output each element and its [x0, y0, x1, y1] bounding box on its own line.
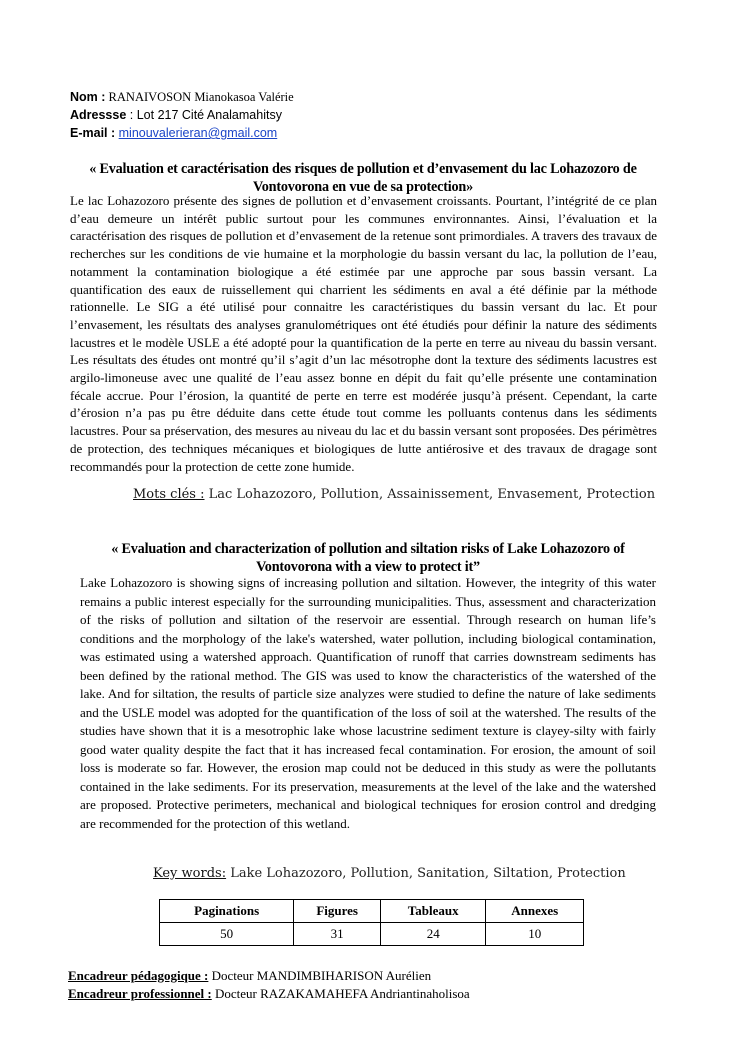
- stats-header-paginations: Paginations: [160, 900, 294, 923]
- address-label: Adressse: [70, 108, 127, 122]
- stats-header-figures: Figures: [294, 900, 381, 923]
- french-title-line-2: Vontovorona en vue de sa protection»: [253, 179, 473, 195]
- english-abstract: Lake Lohazozoro is showing signs of increasing pollution and siltation. However, the integrity of this water remains a public interest especially for the surrounding municipalities. Thus, assessment and characterization of the risks of pollution and siltation of the reservoir are essential. Through research on human life’s conditions and the morphology of the lake's watershed, water pollution, including biological contamination, was estimated using a watershed approach. Quantification of runoff that carries downstream sediments has been defined by the rational method. The GIS was used to know the characteristics of the watershed of the lake. And for siltation, the results of particle size analyzes were studied to define the nature of lake sediments and the USLE model was adopted for the quantification of the loss of soil at the watershed. The results of the studies have shown that it is a mesotrophic lake whose lacustrine sediment texture is clayey-silty with fairly good water quality despite the fact that it has increased fecal contamination. For erosion, the amount of soil loss is moderate so far. However, the erosion map could not be deduced in this study as were the pollutants contained in the lake sediments. For its preservation, measurements at the level of the lake and the watershed are proposed. Protective perimeters, mechanical and biological techniques for erosion control and dredging are recommended for the protection of this wetland.: [80, 575, 656, 831]
- professional-supervisor-label: Encadreur professionnel :: [68, 986, 212, 1001]
- author-address-line: [70, 106, 282, 124]
- pedagogical-supervisor-label: Encadreur pédagogique :: [68, 968, 209, 983]
- stats-header-annexes: Annexes: [486, 900, 584, 923]
- stats-header-row: [160, 900, 584, 923]
- english-title-line-1: « Evaluation and characterization of pollution and siltation risks of Lake Lohazozoro of: [111, 541, 625, 557]
- author-name-line: [70, 88, 294, 106]
- email-link[interactable]: minouvalerieran@gmail.com: [118, 126, 278, 140]
- professional-supervisor: [68, 985, 470, 1003]
- stats-value-figures: 31: [294, 923, 381, 946]
- professional-supervisor-value: Docteur RAZAKAMAHEFA Andriantinaholisoa: [211, 986, 470, 1001]
- french-abstract: Le lac Lohazozoro présente des signes de pollution et d’envasement croissants. Pourtant, l’intégrité de ce plan d’eau demeure un intérêt public surtout pour les communes environnantes. Ainsi, l’évaluation et la caractérisation des risques de pollution et d’envasement de la retenue sont primordiales. A travers des travaux de recherches sur les conditions de vie humaine et la morphologie du bassin versant du lac, la pollution de l’eau, notamment la contamination biologique a été estimée par une approche par sous bassin versant. La quantification des eaux de ruissellement qui charrient les sédiments en aval a été définie par la méthode rationnelle. Le SIG a été utilisé pour connaitre les caractéristiques du bassin versant du lac. Et pour l’envasement, les résultats des analyses granulométriques ont été étudiés pour définir la nature des sédiments lacustres et le modèle USLE a été adopté pour la quantification de la perte en terre au niveau du bassin versant. Les résultats des études ont montré qu’il s’agit d’un lac mésotrophe dont la texture des sédiments lacustres est argilo-limoneuse avec une qualité de l’eau assez bonne en dépit du fait qu’elle présente une contamination fécale accrue. Pour l’érosion, la quantité de perte en terre est modérée jusqu’à présent. Cependant, la carte d’érosion n’a pas pu être déduite dans cette étude tout comme les polluants contenus dans les sédiments lacustres. Pour sa préservation, des mesures au niveau du lac et du bassin versant sont proposées. Des périmètres de protection, des techniques mécaniques et biologiques de lutte antiérosive et des travaux de dragage sont recommandés pour la protection de cette zone humide.: [70, 193, 657, 474]
- name-value: RANAIVOSON Mianokasoa Valérie: [108, 90, 294, 104]
- stats-table: [159, 899, 584, 946]
- name-label: Nom :: [70, 90, 106, 104]
- french-keywords: [133, 487, 693, 502]
- pedagogical-supervisor: [68, 967, 431, 985]
- english-keywords-label: Key words:: [153, 866, 227, 881]
- stats-value-row: [160, 923, 584, 946]
- address-value: : Lot 217 Cité Analamahitsy: [129, 108, 282, 122]
- english-title-line-2: Vontovorona with a view to protect it”: [256, 559, 480, 575]
- stats-value-annexes: 10: [486, 923, 584, 946]
- english-title: [70, 540, 666, 576]
- pedagogical-supervisor-value: Docteur MANDIMBIHARISON Aurélien: [208, 968, 432, 983]
- english-keywords-value: Lake Lohazozoro, Pollution, Sanitation, Siltation, Protection: [226, 866, 626, 881]
- english-keywords: [153, 866, 693, 881]
- french-keywords-label: Mots clés :: [133, 487, 205, 502]
- stats-value-tableaux: 24: [381, 923, 486, 946]
- author-email-line: [70, 124, 277, 142]
- email-label: E-mail :: [70, 126, 116, 140]
- french-title-line-1: « Evaluation et caractérisation des risques de pollution et d’envasement du lac Lohazozoro de: [89, 161, 637, 177]
- stats-header-tableaux: Tableaux: [381, 900, 486, 923]
- french-title: [70, 160, 656, 196]
- french-keywords-value: Lac Lohazozoro, Pollution, Assainissement, Envasement, Protection: [204, 487, 656, 502]
- stats-value-paginations: 50: [160, 923, 294, 946]
